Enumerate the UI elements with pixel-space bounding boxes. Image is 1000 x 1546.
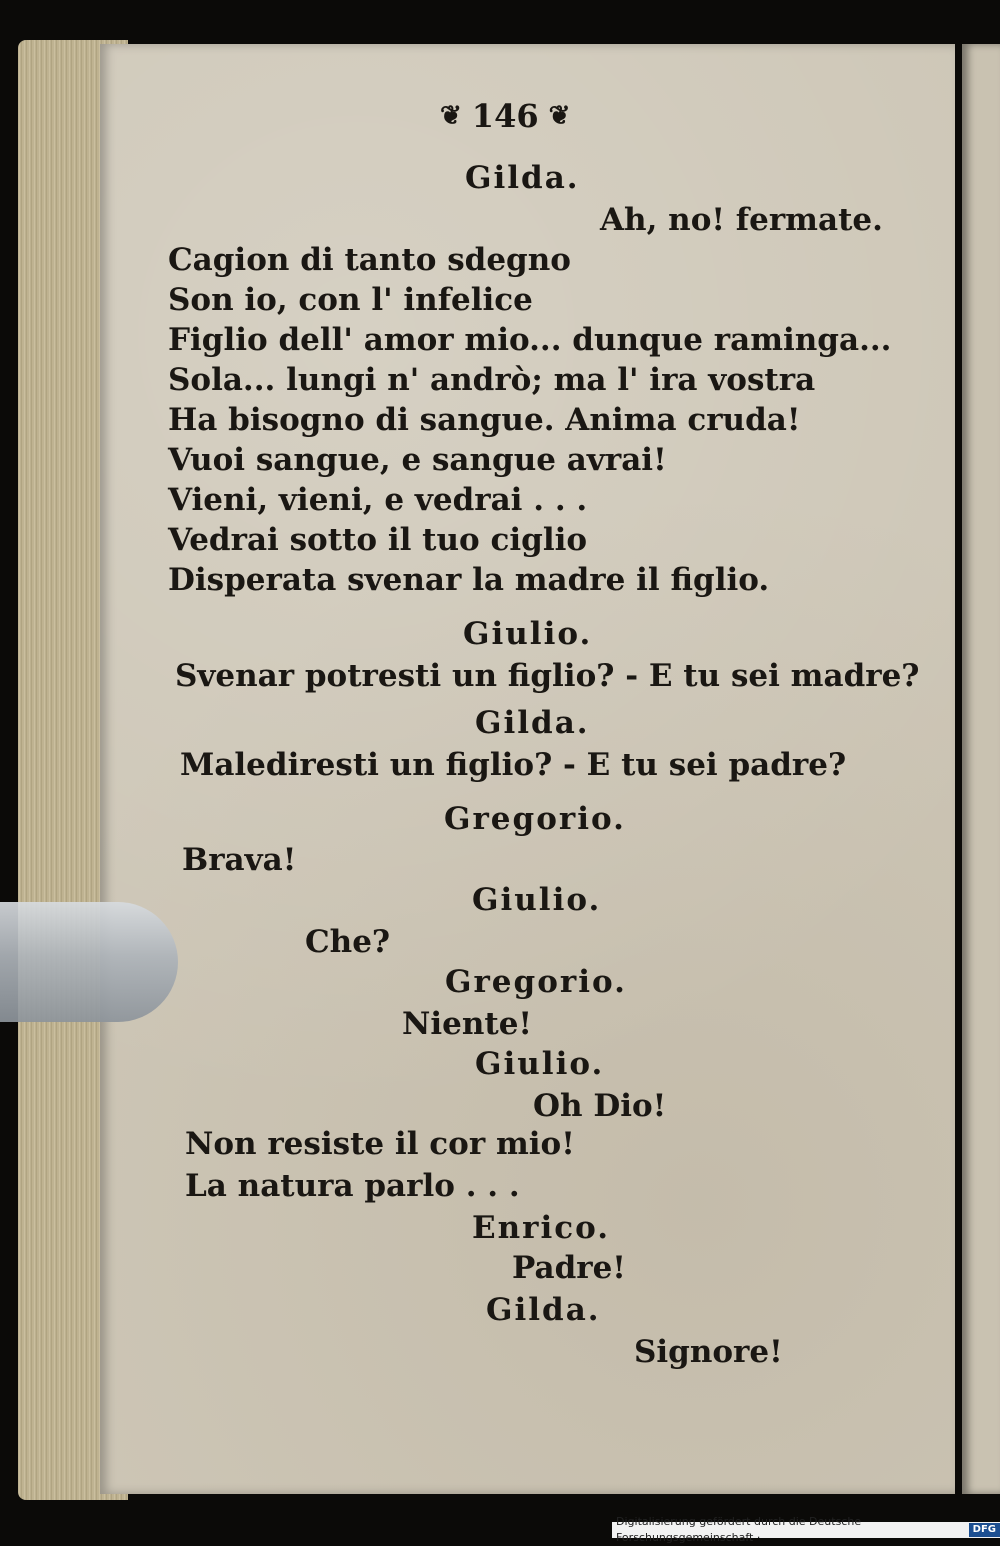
text-line: Disperata svenar la madre il figlio. [168, 562, 770, 598]
footer-text: Digitalisierung gefördert durch die Deutsche Forschungsgemeinschaft · [616, 1515, 862, 1544]
speaker-name: Enrico. [472, 1210, 611, 1246]
text-line: Son io, con l' infelice [168, 282, 533, 318]
text-line: Cagion di tanto sdegno [168, 242, 571, 278]
text-line: Non resiste il cor mio! [185, 1126, 575, 1162]
speaker-name: Gregorio. [444, 801, 626, 837]
text-line: Brava! [182, 842, 297, 878]
text-line: Oh Dio! [533, 1088, 667, 1124]
text-line: Vuoi sangue, e sangue avrai! [168, 442, 667, 478]
next-page-edge [962, 44, 1000, 1494]
text-line: Sola... lungi n' andrò; ma l' ira vostra [168, 362, 816, 398]
digitization-footer [612, 1515, 1000, 1544]
speaker-name: Gregorio. [445, 964, 627, 1000]
page-holder-strip [0, 902, 178, 1022]
dfg-logo: DFG [969, 1523, 1000, 1537]
speaker-name: Gilda. [486, 1292, 601, 1328]
text-line: Signore! [634, 1334, 783, 1370]
text-line: Ha bisogno di sangue. Anima cruda! [168, 402, 801, 438]
text-line: Svenar potresti un figlio? - E tu sei madre? [175, 658, 920, 694]
text-line: Vedrai sotto il tuo ciglio [168, 522, 588, 558]
speaker-name: Gilda. [465, 160, 580, 196]
speaker-name: Giulio. [472, 882, 602, 918]
text-line: La natura parlo . . . [185, 1168, 520, 1204]
speaker-name: Gilda. [475, 705, 590, 741]
speaker-name: Giulio. [475, 1046, 605, 1082]
text-line: Che? [305, 924, 391, 960]
page-number: 146 [471, 97, 539, 135]
ornament-left-icon: ❦ [440, 101, 462, 131]
text-line: Vieni, vieni, e vedrai . . . [168, 482, 588, 518]
page-number-header [440, 96, 570, 136]
text-line: Niente! [402, 1006, 533, 1042]
speaker-name: Giulio. [463, 616, 593, 652]
text-line: Malediresti un figlio? - E tu sei padre? [180, 747, 847, 783]
ornament-right-icon: ❦ [548, 101, 571, 131]
text-line: Ah, no! fermate. [600, 202, 883, 238]
text-line: Figlio dell' amor mio... dunque raminga... [168, 322, 892, 358]
text-line: Padre! [512, 1250, 626, 1286]
